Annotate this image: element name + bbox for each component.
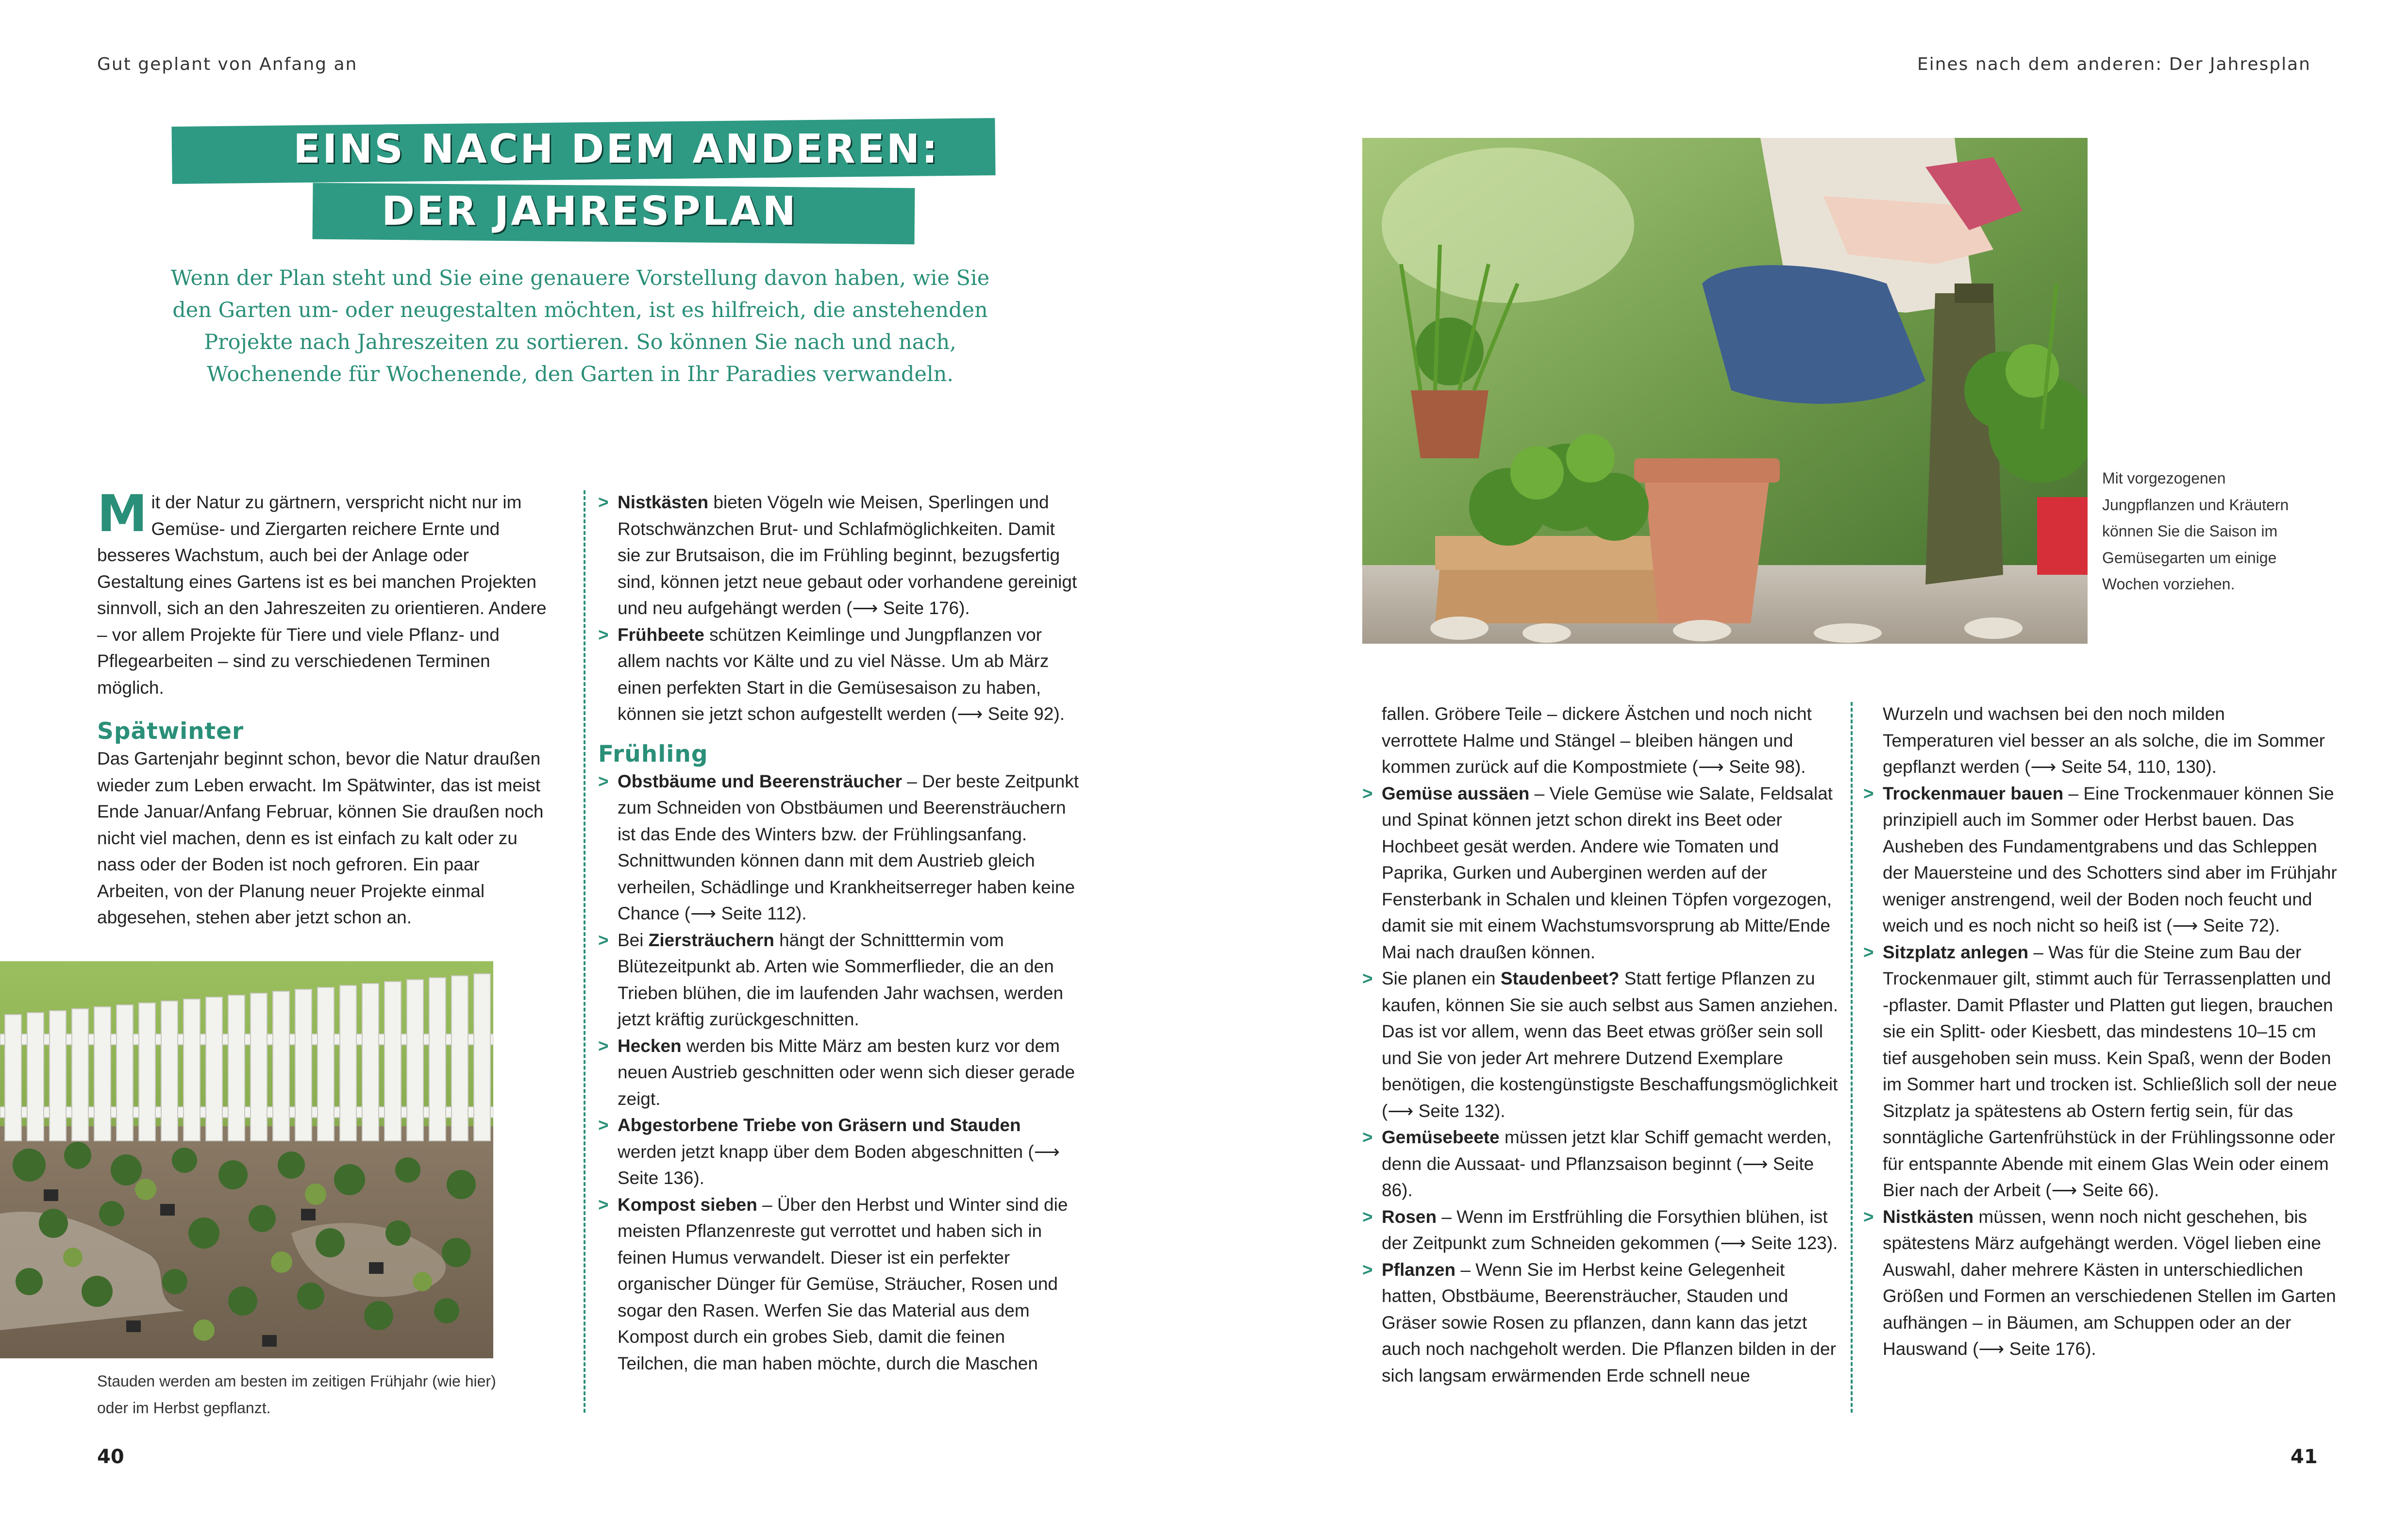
bullet-marker: > [1362,1259,1373,1280]
list-item [1863,781,2339,939]
drop-cap: M [97,484,148,543]
photo-stauden-bed [0,961,493,1358]
item-text: werden jetzt knapp über dem Boden abgeschnitten (⟶ Seite 136). [618,1141,1060,1188]
bullet-marker: > [598,492,609,512]
term: Frühbeete [618,624,704,645]
bullet-marker: > [598,624,609,645]
term: Sitzplatz anlegen [1883,942,2029,962]
gardener-photo-illustration [1362,138,2088,644]
page-number-right: 41 [2291,1446,2318,1468]
item-text: – Wenn im Erstfrühling die Forsythien blühen, ist der Zeitpunkt zum Schneiden gekommen (⟶ Seite 123). [1382,1206,1838,1253]
running-head-right: Eines nach dem anderen: Der Jahresplan [1917,54,2311,74]
item-text: – Was für die Steine zum Bau der Trockenmauer gilt, stimmt auch für Terrassenplatten und -pflaster. Damit Pflaster und Platten gut liegen, brauchen sie ein Splitt- oder Kiesbett, das mindestens 10–15 cm tief ausgehoben sein muss. Kein Spaß, wenn der Boden im Sommer hart und trocken ist. Schließlich soll der neue Sitzplatz ja spätestens ab Ostern fertig sein, für das sonntägliche Gartenfrühstück in der Frühlingssonne oder für entspannte Abende mit einem Glas Wein oder einem Bier nach der Arbeit (⟶ Seite 66). [1883,942,2337,1200]
list-item [1362,781,1838,966]
heading-spaetwinter: Spätwinter [97,718,244,745]
list-item [1863,939,2339,1204]
term: Staudenbeet? [1500,968,1620,988]
list-item [598,622,1079,728]
page-title-line-2: DER JAHRESPLAN [382,188,798,234]
term: Rosen [1382,1206,1437,1227]
list-item [1362,1257,1838,1389]
page-title-line-1: EINS NACH DEM ANDEREN: [293,126,940,172]
column-divider-right [1851,702,1853,1413]
lead-paragraph: Wenn der Plan steht und Sie eine genauere Vorstellung davon haben, wie Sie den Garten um- oder neugestalten möchten, ist es hilfreich, die anstehenden Projekte nach Jahreszeiten zu sortieren. So können Sie nach und nach, Wochenende für Wochenende, den Garten in Ihr Paradies verwandeln. [170,266,990,386]
page-number-left: 40 [97,1446,124,1468]
intro-text: it der Natur zu gärtnern, verspricht nicht nur im Gemüse- und Ziergarten reichere Ernte und besseres Wachstum, auch bei der Anlage oder Gestaltung eines Gartens ist es bei manchen Projekten sinnvoll, sich an den Jahreszeiten zu orientieren. Andere – vor allem Projekte für Tiere und viele Pflanz- und Pflegearbeiten – sind zu verschiedenen Terminen möglich. [97,492,547,698]
intro-paragraph [97,484,551,701]
caption-right-photo: Mit vorgezogenen Jungpflanzen und Kräutern können Sie die Saison im Gemüsegarten um einige Wochen vorziehen. [2102,469,2289,593]
term: Abgestorbene Triebe von Gräsern und Stauden [618,1115,1021,1135]
caption-left-photo: Stauden werden am besten im zeitigen Frühjahr (wie hier) oder im Herbst gepflanzt. [97,1372,496,1417]
spaetwinter-text: Das Gartenjahr beginnt schon, bevor die Natur draußen wieder zum Leben erwacht. Im Spätwinter, das ist meist Ende Januar/Anfang Februar, können Sie draußen noch nicht viel machen, denn es ist einfach zu kalt oder zu nass oder der Boden ist noch gefroren. Ein paar Arbeiten, von der Planung neuer Projekte einmal abgesehen, stehen aber jetzt schon an. [97,749,544,927]
item-text: Statt fertige Pflanzen zu kaufen, können Sie sie auch selbst aus Samen anziehen. Das ist vor allem, wenn das Beet etwas größer sein soll und Sie von jeder Art mehrere Dutzend Exemplare benötigen, die kostengünstigste Beschaffungsmöglichkeit (⟶ Seite 132). [1382,968,1839,1121]
list-item [598,489,1079,622]
term: Nistkästen [1883,1206,1974,1227]
bullet-marker: > [1863,942,1874,962]
item-text: – Viele Gemüse wie Salate, Feldsalat und Spinat können jetzt schon direkt ins Beet oder Hochbeet gesät werden. Andere wie Tomaten und Paprika, Gurken und Auberginen werden auf der Fensterbank in Schalen und kleinen Töpfen vorgezogen, damit sie mit einem Wachstumsvorsprung ab Mitte/Ende Mai nach draußen können. [1382,783,1833,962]
heading-fruehling: Frühling [598,740,708,768]
bullet-marker: > [1362,1127,1373,1147]
item-text: werden bis Mitte März am besten kurz vor dem neuen Austrieb geschnitten oder wenn sich dieser gerade zeigt. [618,1035,1075,1109]
item-text: hängt der Schnitttermin vom Blütezeitpunkt ab. Arten wie Sommerflieder, die an den Trieben blühen, die im laufenden Jahr wachsen, werden jetzt kräftig zurückgeschnitten. [618,930,1064,1029]
term: Gemüse aussäen [1382,783,1530,803]
item-text: bieten Vögeln wie Meisen, Sperlingen und Rotschwänzchen Brut- und Schlafmöglichkeiten. Damit sie zur Brutsaison, die im Frühling beginnt, bezugsfertig sind, können jetzt neue gebaut oder vorhandene gereinigt und neu aufgehängt werden (⟶ Seite 176). [618,492,1077,618]
term: Trockenmauer bauen [1883,783,2064,803]
stauden-photo-illustration [0,961,493,1358]
bullet-marker: > [1863,783,1874,803]
list-item [598,927,1079,1033]
term: Gemüsebeete [1382,1127,1500,1147]
bullet-marker: > [598,930,609,950]
running-head-left: Gut geplant von Anfang an [97,54,358,74]
bullet-marker: > [598,1035,609,1056]
bullet-marker: > [598,1194,609,1215]
list-item [1863,1204,2339,1363]
term: Ziersträuchern [648,930,774,950]
bullet-marker: > [1863,1206,1874,1227]
term: Pflanzen [1382,1259,1456,1280]
item-text: – Der beste Zeitpunkt zum Schneiden von Obstbäumen und Beerensträuchern ist das Ende des Winters bzw. der Frühlingsanfang. Schnittwunden können dann mit dem Austrieb gleich verheilen, Schädlinge und Krankheitserreger haben keine Chance (⟶ Seite 112). [618,771,1079,923]
column-1 [97,484,551,931]
column-2 [598,489,1079,1377]
bullet-marker: > [1362,783,1373,803]
item-text: – Wenn Sie im Herbst keine Gelegenheit hatten, Obstbäume, Beerensträucher, Stauden und Gräser sowie Rosen zu pflanzen, dann kann das jetzt auch noch nachgeholt werden. Die Pflanzen bilden in der sich langsam erwärmenden Erde schnell neue [1382,1259,1836,1385]
list-item [598,768,1079,927]
term: Obstbäume und Beerensträucher [618,771,902,791]
bullet-marker: > [598,1115,609,1135]
column-divider-left [584,490,585,1413]
list-item [598,1033,1079,1113]
continuation-text: fallen. Gröbere Teile – dickere Ästchen und noch nicht verrottete Halme und Stängel – bleiben hängen und kommen zurück auf die Kompostmiete (⟶ Seite 98). [1382,704,1812,777]
item-pre: Sie planen ein [1382,968,1501,988]
item-text: – Über den Herbst und Winter sind die meisten Pflanzenreste gut verrottet und haben sich in feinen Humus verwandelt. Dieser ist ein perfekter organischer Dünger für Gemüse, Sträucher, Rosen und sogar den Rasen. Werfen Sie das Material aus dem Kompost durch ein grobes Sieb, damit die feinen Teilchen, die man haben möchte, durch die Maschen [618,1194,1068,1373]
item-text: schützen Keimlinge und Jungpflanzen vor allem nachts vor Kälte und zu viel Nässe. Um ab März einen perfekten Start in die Gemüsesaison zu haben, können sie jetzt schon aufgestellt werden (⟶ Seite 92). [618,624,1065,724]
list-item [1362,1204,1838,1257]
item-text: müssen, wenn noch nicht geschehen, bis spätestens März aufgehängt werden. Vögel lieben eine Auswahl, daher mehrere Kästen in unterschiedlichen Größen und Formen an verschiedenen Stellen im Garten aufhängen – in Bäumen, am Schuppen oder an der Hauswand (⟶ Seite 176). [1883,1206,2336,1359]
item-text: – Eine Trockenmauer können Sie prinzipiell auch im Sommer oder Herbst bauen. Das Ausheben des Fundamentgrabens und das Schleppen der Mauersteine und des Schotters sind aber im Frühjahr weniger anstrengend, weil der Boden noch feucht und weich und es noch nicht so heiß ist (⟶ Seite 72). [1883,783,2337,935]
list-item [598,1112,1079,1192]
bullet-marker: > [1362,968,1373,988]
term: Nistkästen [618,492,709,512]
bullet-marker: > [1362,1206,1373,1227]
title-banner [172,122,995,248]
list-item [1362,1124,1838,1204]
term: Kompost sieben [618,1194,757,1215]
photo-gardener [1362,138,2088,644]
term: Hecken [618,1035,682,1056]
list-item [598,1192,1079,1377]
continuation-text: Wurzeln und wachsen bei den noch milden Temperaturen viel besser an als solche, die im Sommer gepflanzt werden (⟶ Seite 54, 110, 130). [1883,704,2325,777]
bullet-marker: > [598,771,609,791]
column-3 [1362,701,1838,1389]
item-pre: Bei [618,930,649,950]
list-item [1362,966,1838,1124]
item-text: müssen jetzt klar Schiff gemacht werden, denn die Aussaat- und Pflanzsaison beginnt (⟶ Seite 86). [1382,1127,1832,1200]
column-4 [1863,701,2339,1363]
